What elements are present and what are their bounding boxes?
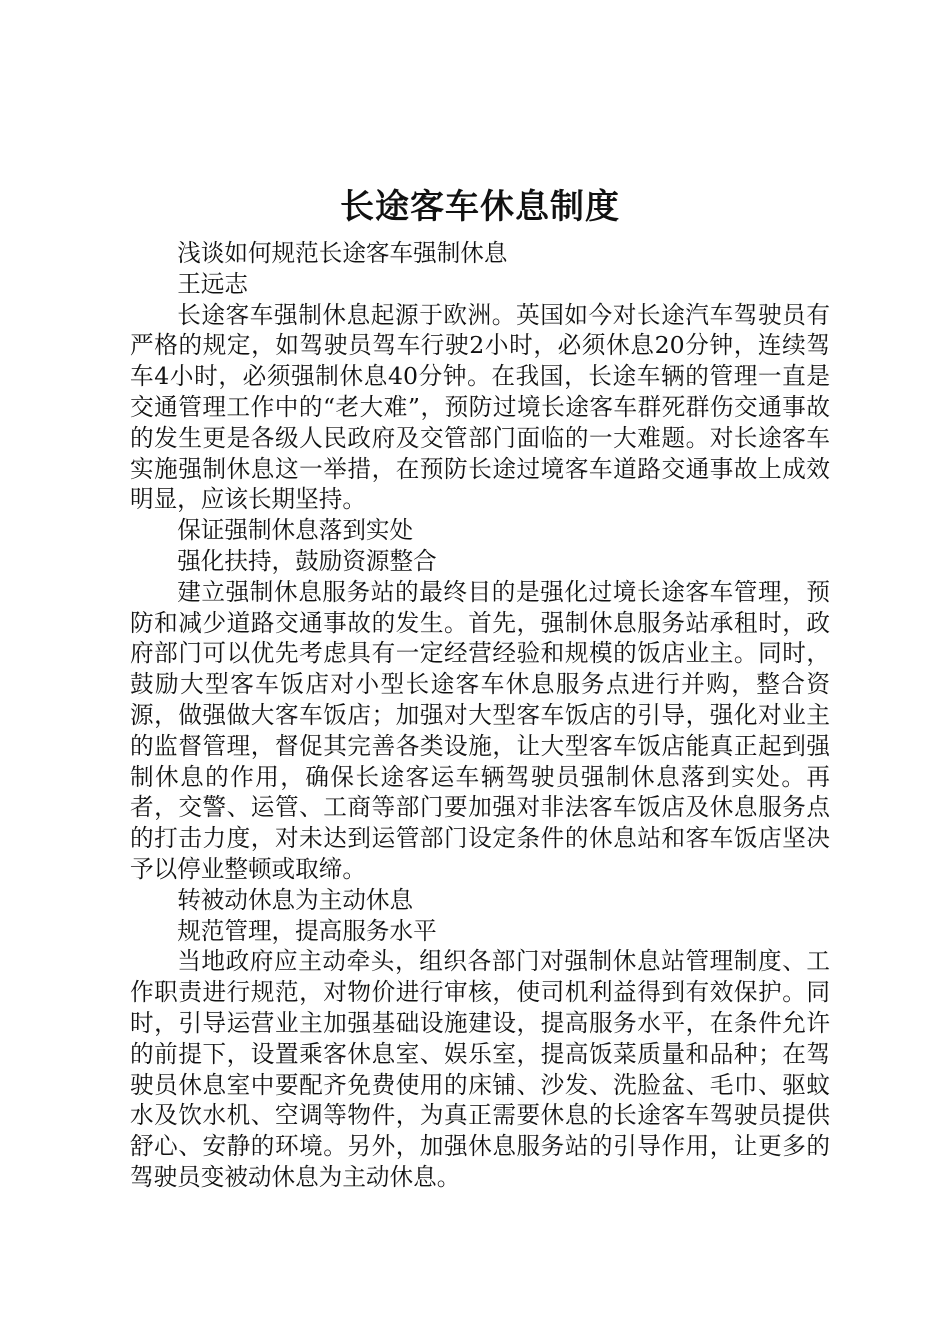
- document-title: 长途客车休息制度: [340, 187, 620, 227]
- body-paragraph: 建立强制休息服务站的最终目的是强化过境长途客车管理，预防和减少道路交通事故的发生。首先，强制休息服务站承租时，政府部门可以优先考虑具有一定经营经验和规模的饭店业主。同时，鼓励大型客车饭店对小型长途客车休息服务点进行并购，整合资源，做强做大客车饭店；加强对大型客车饭店的引导，强化对业主的监督管理，督促其完善各类设施，让大型客车饭店能真正起到强制休息的作用，确保长途客运车辆驾驶员强制休息落到实处。再者，交警、运管、工商等部门要加强对非法客车饭店及休息服务点的打击力度，对未达到运管部门设定条件的休息站和客车饭店坚决予以停业整顿或取缔。: [130, 577, 830, 883]
- subsection-heading: 强化扶持，鼓励资源整合: [177, 546, 437, 575]
- subsection-heading: 规范管理，提高服务水平: [177, 916, 437, 945]
- body-paragraph: 长途客车强制休息起源于欧洲。英国如今对长途汽车驾驶员有严格的规定，如驾驶员驾车行驶2小时，必须休息20分钟，连续驾车4小时，必须强制休息40分钟。在我国，长途车辆的管理一直是交通管理工作中的“老大难”，预防过境长途客车群死群伤交通事故的发生更是各级人民政府及交管部门面临的一大难题。对长途客车实施强制休息这一举措，在预防长途过境客车道路交通事故上成效明显，应该长期坚持。: [130, 300, 830, 514]
- section-heading: 转被动休息为主动休息: [177, 885, 414, 914]
- body-paragraph: 当地政府应主动牵头，组织各部门对强制休息站管理制度、工作职责进行规范，对物价进行审核，使司机利益得到有效保护。同时，引导运营业主加强基础设施建设，提高服务水平，在条件允许的前提下，设置乘客休息室、娱乐室，提高饭菜质量和品种；在驾驶员休息室中要配齐免费使用的床铺、沙发、洗脸盆、毛巾、驱蚊水及饮水机、空调等物件，为真正需要休息的长途客车驾驶员提供舒心、安静的环境。另外，加强休息服务站的引导作用，让更多的驾驶员变被动休息为主动休息。: [130, 947, 830, 1191]
- author-name: 王远志: [177, 269, 248, 298]
- section-heading: 保证强制休息落到实处: [177, 516, 414, 545]
- document-page: [130, 182, 830, 1193]
- article-title: 浅谈如何规范长途客车强制休息: [177, 239, 508, 267]
